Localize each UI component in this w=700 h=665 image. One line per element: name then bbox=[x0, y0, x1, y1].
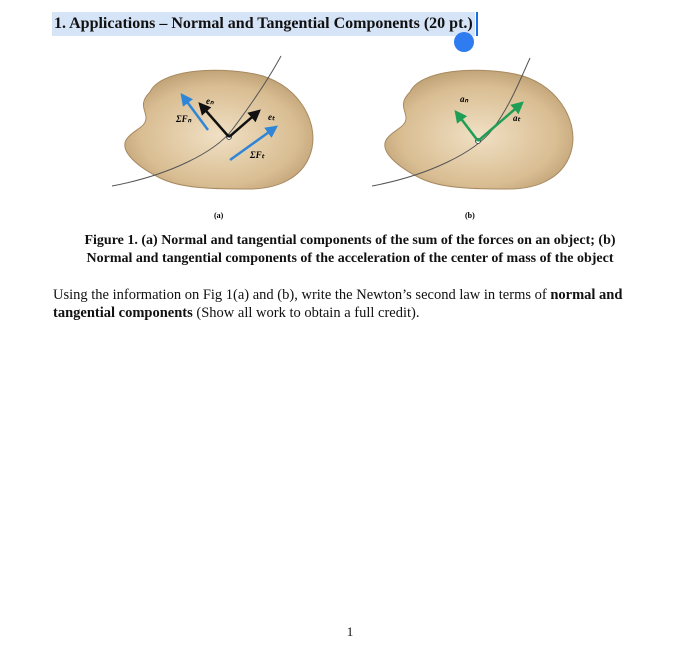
paragraph-part-1: Using the information on Fig 1(a) and (b), write the Newton’s second law in terms of bbox=[53, 287, 551, 303]
label-normal-accel: aₙ bbox=[460, 94, 469, 104]
paragraph-part-2: (Show all work to obtain a full credit). bbox=[192, 305, 420, 321]
caption-line-2: Normal and tangential components of the acceleration of the center of mass of the object bbox=[86, 251, 614, 266]
figure-1 bbox=[0, 0, 700, 230]
caption-line-1: Figure 1. (a) Normal and tangential components of the sum of the forces on an object; (b) bbox=[84, 233, 616, 248]
figure-a bbox=[112, 56, 313, 220]
label-tangential-force: ΣFₜ bbox=[250, 150, 265, 160]
panel-label-a: (a) bbox=[214, 211, 224, 220]
heading-text[interactable]: 1. Applications – Normal and Tangential Components (20 pt.) bbox=[52, 12, 475, 36]
paragraph-bold: normal and tangential components bbox=[53, 287, 623, 321]
label-tangential-accel: aₜ bbox=[513, 113, 521, 123]
page-number: 1 bbox=[346, 624, 354, 639]
label-normal-unit: eₙ bbox=[206, 96, 214, 106]
panel-label-b: (b) bbox=[465, 211, 475, 220]
label-tangential-unit: eₜ bbox=[268, 112, 275, 122]
figure-caption bbox=[40, 232, 660, 268]
label-normal-force: ΣFₙ bbox=[176, 114, 192, 124]
object-blob-b bbox=[385, 70, 573, 189]
object-blob-a bbox=[125, 70, 313, 189]
question-paragraph bbox=[53, 286, 653, 322]
figure-b bbox=[372, 58, 573, 220]
